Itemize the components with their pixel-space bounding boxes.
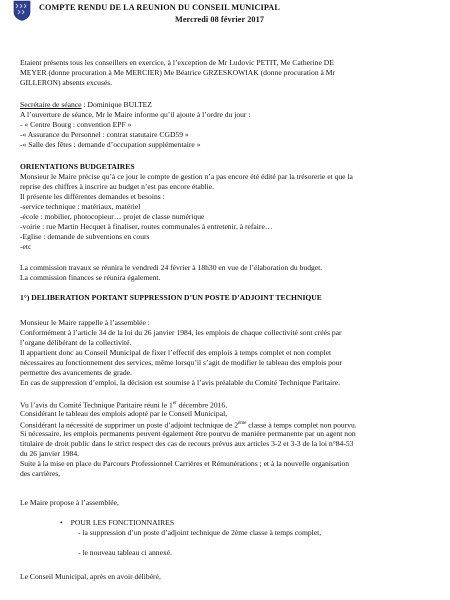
orientations-line: reprise des chiffres à inscrire au budget n’est pas encore établie. bbox=[20, 182, 215, 191]
maire-propose-line: Le Maire propose à l’assemblée, bbox=[20, 498, 119, 507]
orientations-line: -voirie : rue Martin Hecquet à finaliser, routes communales à entretenir, à refaire… bbox=[20, 222, 273, 231]
deliberation-text-line: Il appartient donc au Conseil Municipal de fixer l’effectif des emplois à temps complet et non complet bbox=[20, 348, 332, 357]
proposal-item: - le nouveau tableau ci annexé. bbox=[78, 548, 173, 557]
deliberation-text-line: Suite à la mise en place du Parcours Professionnel Carrières et Rémunérations ; et à la nouvelle organisation bbox=[20, 459, 350, 468]
ordre-du-jour-item: - « Centre Bourg : convention EPF » bbox=[20, 120, 132, 129]
title-bold: CONSEIL MUNICIPAL bbox=[192, 3, 280, 12]
deliberation-text-line: des carrières, bbox=[20, 469, 61, 478]
conseil-conclusion-line: Le Conseil Municipal, après en avoir délibéré, bbox=[20, 572, 161, 581]
ordre-du-jour-intro: A l’ouverture de séance, Mr le Maire informe qu’il ajoute à l’ordre du jour : bbox=[20, 110, 251, 119]
avis-prefix: Vu l’avis du Comité Technique Paritaire réuni le 1 bbox=[20, 400, 173, 410]
considerant-tableau-line: Considérant le tableau des emplois adopté par le Conseil Municipal, bbox=[20, 409, 228, 418]
municipal-crest-icon bbox=[13, 0, 31, 21]
orientations-line: Monsieur le Maire précise qu’à ce jour le compte de gestion n’a pas encore été édité par la trésorerie et que la bbox=[20, 172, 353, 181]
meeting-date: Mercredi 08 février 2017 bbox=[175, 15, 265, 24]
presence-line-1: Etaient présents tous les conseillers en exercice, à l’exception de Mr Ludovic PETIT, Me Catherine DE bbox=[20, 58, 334, 67]
orientations-heading: ORIENTATIONS BUDGETAIRES bbox=[20, 162, 135, 171]
ordre-du-jour-item: -« Assurance du Personnel : contrat statutaire CGD59 » bbox=[20, 130, 189, 139]
deliberation-text-line: permettre des avancements de grade. bbox=[20, 368, 132, 377]
avis-suffix: décembre 2016, bbox=[176, 400, 228, 410]
orientations-line: -service technique : matériaux, matériel bbox=[20, 202, 141, 211]
presence-line-3: GILLERON) absents excusés. bbox=[20, 78, 113, 87]
bullet-icon: • bbox=[60, 518, 63, 527]
secretaire-line bbox=[20, 100, 152, 109]
deliberation-text-line: titulaire de droit public dans le strict respect des cas de recours prévus aux articles 3-2 et 3-3 de la loi n°84-53 bbox=[20, 439, 354, 448]
considerant-suffix: classe à temps complet non pourvu. bbox=[246, 420, 357, 430]
proposal-item: - la suppression d’un poste d’adjoint technique de 2ème classe à temps complet, bbox=[78, 528, 322, 537]
orientations-line: -école : mobilier, photocopieur… projet de classe numérique bbox=[20, 212, 205, 221]
orientations-line: -Eglise : demande de subventions en cours bbox=[20, 232, 150, 241]
fonctionnaires-heading bbox=[60, 518, 174, 527]
avis-line bbox=[20, 399, 227, 410]
presence-line-2: MEYER (donne procuration à Me MERCIER) Me Béatrice GRZESKOWIAK (donne procuration à Mr bbox=[20, 68, 336, 77]
commission-finances-line: La commission finances se réunira également. bbox=[20, 273, 161, 282]
commission-travaux-line: La commission travaux se réunira le vendredi 24 février à 18h30 en vue de l’élaboration du budget. bbox=[20, 263, 323, 272]
orientations-line: Il présente les différentes demandes et besoins : bbox=[20, 192, 165, 201]
fonctionnaires-label: POUR LES FONCTIONNAIRES bbox=[70, 518, 175, 527]
considerant-sup: ème bbox=[238, 421, 247, 426]
deliberation-text-line: nécessaires au fonctionnement des services, même lorsqu’il s’agit de modifier le tableau des emplois pour bbox=[20, 358, 343, 367]
secretaire-name: : Dominique BULTEZ bbox=[81, 100, 152, 109]
deliberation-text-line: l’organe délibérant de la collectivité. bbox=[20, 338, 132, 347]
considerant-line bbox=[20, 419, 357, 430]
deliberation-text-line: En cas de suppression d’emploi, la décision est soumise à l’avis préalable du Comité Technique Paritaire. bbox=[20, 378, 341, 387]
considerant-prefix: Considérant la nécessité de supprimer un poste d’adjoint technique de 2 bbox=[20, 420, 239, 430]
page-title bbox=[39, 3, 280, 12]
secretaire-label: Secrétaire de séance bbox=[20, 100, 82, 109]
deliberation-text-line: du 26 janvier 1984. bbox=[20, 449, 80, 458]
orientations-line: -etc bbox=[20, 242, 32, 251]
deliberation-text-line: Conformément à l’article 34 de la loi du 26 janvier 1984, les emplois de chaque collectivité sont créés par bbox=[20, 328, 342, 337]
title-prefix: COMPTE RENDU DE LA REUNION DU bbox=[39, 3, 193, 12]
avis-sup: er bbox=[172, 401, 177, 406]
deliberation-heading: 1°) DELIBERATION PORTANT SUPPRESSION D’UN POSTE D’ADJOINT TECHNIQUE bbox=[20, 293, 322, 302]
deliberation-intro: Monsieur le Maire rappelle à l’assemblée : bbox=[20, 318, 150, 327]
ordre-du-jour-item: -« Salle des fêtes : demande d’occupation supplémentaire » bbox=[20, 140, 201, 149]
deliberation-text-line: Si nécessaire, les emplois permanents peuvent également être pourvu de manière permanente par un agent non bbox=[20, 429, 356, 438]
